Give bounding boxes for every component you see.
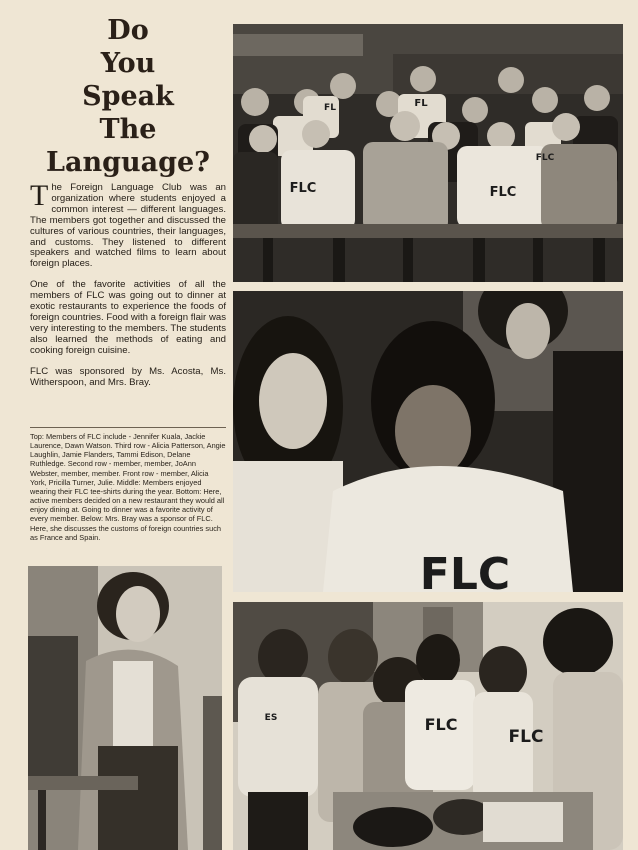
paragraph-3: FLC was sponsored by Ms. Acosta, Ms. Witherspoon, and Mrs. Bray. (30, 365, 226, 388)
sponsor-photo (28, 566, 222, 850)
bottom-group-photo (233, 602, 623, 850)
title-line-3: Speak (82, 81, 174, 112)
page-title (30, 14, 226, 179)
bottom-shirt-text-3: ES (264, 713, 278, 723)
top-shirt-text-1: FLC (289, 181, 317, 196)
title-line-2: You (100, 48, 156, 79)
drop-cap: T (30, 179, 49, 212)
photo-caption: Top: Members of FLC include - Jennifer Kuala, Jackie Laurence, Dawn Watson. Third row - Alicia Patterson, Angie Laughlin, Jamie Flanders, Tammi Edison, Delane Ruthledge. Second row - member, member, JoAnn Webster, member, member. Front row - member, Alicia York, Pricilla Turner, Julie. Middle: Members enjoyed wearing their FLC tee-shirts during the year. Bottom: Here, active members decided on a new restaurant they would all enjoy dining at. Going to dinner was a favorite activity of every member. Below: Mrs. Bray was a sponsor of FLC. Here, she discusses the customs of foreign countries such as France and Spain. (30, 432, 226, 542)
middle-tshirt-photo (233, 291, 623, 592)
bottom-shirt-text-2: FLC (508, 727, 544, 747)
caption-divider (30, 427, 226, 428)
article-body (30, 179, 226, 398)
paragraph-1-text: he Foreign Language Club was an organization where students enjoyed a common interest — different languages. The members got together and discussed the cultures of various countries, their languages, and customs. They listened to different speakers and watched films to learn about foreign places. (30, 182, 226, 270)
top-shirt-text-4: FL (414, 98, 428, 109)
title-line-5: Language? (46, 147, 210, 178)
paragraph-1 (30, 179, 226, 270)
bottom-shirt-text-1: FLC (424, 715, 458, 734)
top-shirt-text-3: FLC (535, 153, 555, 163)
paragraph-2: One of the favorite activities of all the members of FLC was going out to dinner at exotic restaurants to experience the foods of foreign countries. Food with a foreign flair was very interesting to the members. The students also learned the methods of eating and cooking foreign cuisine. (30, 279, 226, 356)
top-shirt-text-2: FLC (489, 185, 517, 200)
middle-shirt-text: FLC (419, 549, 511, 592)
title-line-4: The (99, 114, 157, 145)
title-line-1: Do (107, 15, 149, 46)
top-group-photo (233, 24, 623, 282)
top-shirt-text-5: FL (324, 103, 336, 113)
